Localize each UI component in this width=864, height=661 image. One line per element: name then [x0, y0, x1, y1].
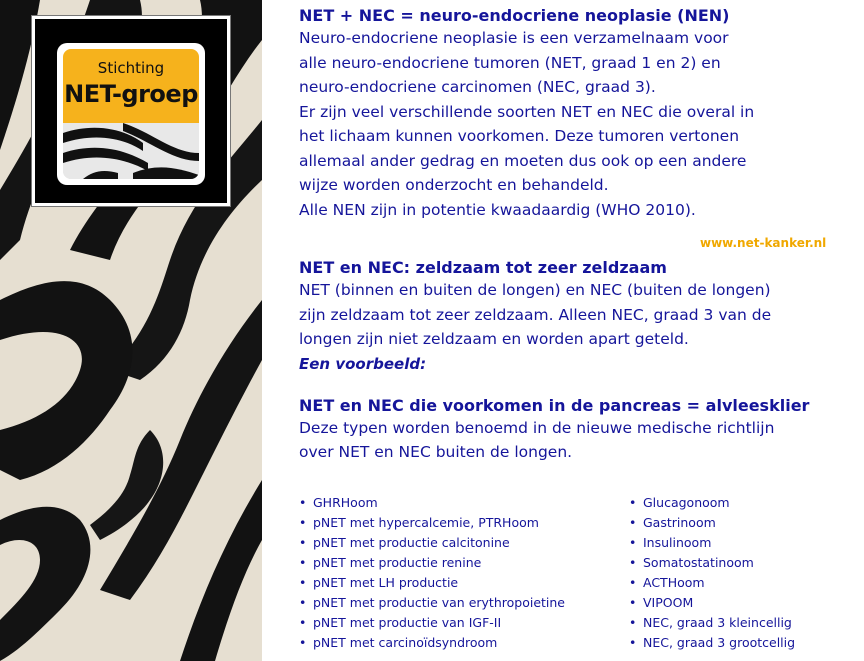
list-item-label: Gastrinoom	[643, 515, 716, 530]
bullet-icon: •	[629, 635, 637, 650]
bullet-icon: •	[629, 555, 637, 570]
bullet-icon: •	[629, 515, 637, 530]
list-item-label: pNET met hypercalcemie, PTRHoom	[313, 515, 539, 530]
list-item	[629, 553, 859, 573]
list-item-label: pNET met productie renine	[313, 555, 482, 570]
section1-body	[299, 26, 859, 222]
list-item-label: pNET met carcinoïdsyndroom	[313, 635, 498, 650]
list-item-label: Somatostatinoom	[643, 555, 754, 570]
bullet-icon: •	[299, 635, 307, 650]
bullet-icon: •	[629, 495, 637, 510]
website-link[interactable]: www.net-kanker.nl	[700, 236, 827, 250]
logo	[57, 43, 205, 185]
list-item	[299, 573, 619, 593]
section2-body	[299, 278, 859, 376]
list-item-label: VIPOOM	[643, 595, 694, 610]
list-item-label: pNET met productie calcitonine	[313, 535, 510, 550]
list-item	[299, 613, 619, 633]
list-item-label: NEC, graad 3 grootcellig	[643, 635, 796, 650]
list-item	[629, 573, 859, 593]
bullet-icon: •	[299, 515, 307, 530]
section1-line: wijze worden onderzocht en behandeld.	[299, 176, 609, 194]
section1-heading: NET + NEC = neuro-endocriene neoplasie (NEN)	[299, 6, 730, 25]
logo-frame	[32, 16, 230, 206]
list-right	[629, 493, 859, 653]
list-item	[629, 513, 859, 533]
list-item-label: pNET met productie van erythropoietine	[313, 595, 565, 610]
section1-line: allemaal ander gedrag en moeten dus ook op een andere	[299, 151, 747, 170]
bullet-icon: •	[299, 495, 307, 510]
list-item	[629, 593, 859, 613]
section2-line: zijn zeldzaam tot zeer zeldzaam. Alleen NEC, graad 3 van de	[299, 305, 772, 324]
section2-heading: NET en NEC: zeldzaam tot zeer zeldzaam	[299, 258, 667, 277]
list-item	[299, 593, 619, 613]
bullet-icon: •	[629, 535, 637, 550]
list-item-label: pNET met LH productie	[313, 575, 459, 590]
bullet-icon: •	[299, 535, 307, 550]
bullet-icon: •	[629, 595, 637, 610]
bullet-icon: •	[299, 575, 307, 590]
section1-line: Neuro-endocriene neoplasie is een verzamelnaam voor	[299, 29, 729, 47]
bullet-icon: •	[299, 555, 307, 570]
logo-zebra-image	[63, 123, 199, 179]
logo-band	[63, 49, 199, 123]
list-left	[299, 493, 619, 653]
list-item-label: GHRHoom	[313, 495, 378, 510]
section1-line: alle neuro-endocriene tumoren (NET, graad 1 en 2) en	[299, 53, 721, 72]
section3-line: over NET en NEC buiten de longen.	[299, 443, 573, 461]
section2-line: longen zijn niet zeldzaam en worden apart geteld.	[299, 330, 689, 348]
section3-line: Deze typen worden benoemd in de nieuwe medische richtlijn	[299, 418, 775, 437]
bullet-icon: •	[629, 615, 637, 630]
logo-line1: Stichting	[97, 59, 165, 77]
bullet-icon: •	[299, 615, 307, 630]
list-item-label: Glucagonoom	[643, 495, 730, 510]
list-item	[299, 633, 619, 653]
list-item	[299, 553, 619, 573]
section2-line: NET (binnen en buiten de longen) en NEC (buiten de longen)	[299, 281, 771, 299]
section1-line: Er zijn veel verschillende soorten NET en NEC die overal in	[299, 102, 755, 121]
list-item	[299, 513, 619, 533]
list-item	[629, 633, 859, 653]
section3-heading: NET en NEC die voorkomen in de pancreas = alvleesklier	[299, 395, 810, 415]
list-item	[299, 493, 619, 513]
logo-line2: NET-groep	[64, 80, 198, 108]
example-label: Een voorbeeld:	[299, 354, 427, 373]
list-item-label: NEC, graad 3 kleincellig	[643, 615, 792, 630]
section3-body	[299, 416, 859, 465]
section1-line: Alle NEN zijn in potentie kwaadaardig (WHO 2010).	[299, 200, 696, 219]
list-item	[299, 533, 619, 553]
section1-line: het lichaam kunnen voorkomen. Deze tumoren vertonen	[299, 127, 740, 145]
list-item-label: pNET met productie van IGF-II	[313, 615, 502, 630]
list-item-label: ACTHoom	[643, 575, 705, 590]
list-item	[629, 613, 859, 633]
list-item	[629, 493, 859, 513]
list-item-label: Insulinoom	[643, 535, 712, 550]
bullet-icon: •	[629, 575, 637, 590]
section1-line: neuro-endocriene carcinomen (NEC, graad 3).	[299, 78, 656, 96]
bullet-icon: •	[299, 595, 307, 610]
list-item	[629, 533, 859, 553]
